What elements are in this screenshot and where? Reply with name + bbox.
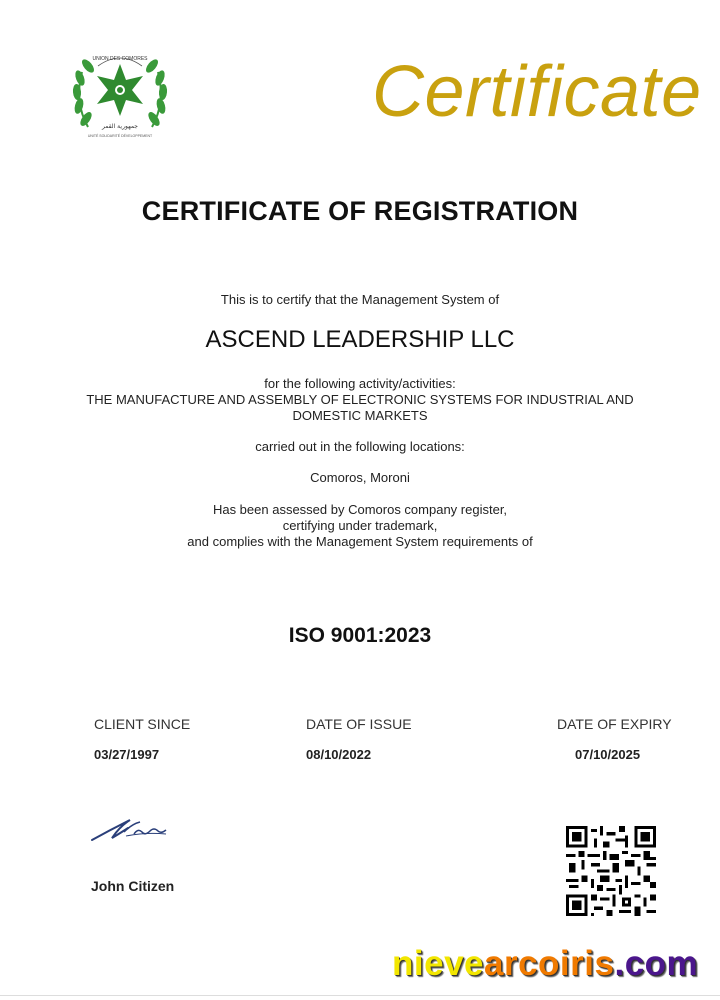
activity-label: for the following activity/activities: bbox=[264, 376, 456, 391]
divider bbox=[0, 995, 720, 996]
activity-line-2: DOMESTIC MARKETS bbox=[292, 408, 428, 423]
location-value: Comoros, Moroni bbox=[310, 470, 410, 485]
watermark-logo bbox=[392, 944, 698, 984]
signature-icon bbox=[90, 812, 180, 846]
svg-text:جمهورية القمر: جمهورية القمر bbox=[101, 123, 139, 130]
date-of-expiry-label: DATE OF EXPIRY bbox=[557, 716, 672, 732]
union-des-comores-emblem-icon bbox=[68, 42, 172, 142]
page-title: CERTIFICATE OF REGISTRATION bbox=[141, 196, 579, 226]
assessed-line-1: Has been assessed by Comoros company register, bbox=[212, 502, 508, 517]
intro-text: This is to certify that the Management System of bbox=[220, 292, 500, 307]
activity-line-1: THE MANUFACTURE AND ASSEMBLY OF ELECTRONIC SYSTEMS FOR INDUSTRIAL AND bbox=[86, 392, 634, 407]
watermark-part-arcoiris: arcoiris bbox=[484, 944, 615, 983]
company-name: ASCEND LEADERSHIP LLC bbox=[205, 326, 515, 353]
client-since-value: 03/27/1997 bbox=[94, 747, 160, 762]
svg-text:UNITÉ SOLIDARITÉ DÉVELOPPEMENT: UNITÉ SOLIDARITÉ DÉVELOPPEMENT bbox=[87, 134, 153, 138]
iso-standard: ISO 9001:2023 bbox=[288, 624, 432, 647]
locations-label: carried out in the following locations: bbox=[255, 439, 465, 454]
certificate-heading: Certificate bbox=[372, 52, 702, 132]
svg-text:UNION DES COMORES: UNION DES COMORES bbox=[92, 56, 148, 62]
signer-name: John Citizen bbox=[91, 878, 175, 894]
qr-code-icon[interactable] bbox=[566, 826, 656, 916]
date-of-issue-label: DATE OF ISSUE bbox=[306, 716, 412, 732]
client-since-label: CLIENT SINCE bbox=[94, 716, 191, 732]
assessed-line-3: and complies with the Management System requirements of bbox=[187, 534, 533, 549]
watermark-part-nieve: nieve bbox=[392, 944, 484, 983]
date-of-expiry-value: 07/10/2025 bbox=[575, 747, 641, 762]
date-of-issue-value: 08/10/2022 bbox=[306, 747, 372, 762]
watermark-part-com: .com bbox=[614, 944, 699, 983]
assessed-line-2: certifying under trademark, bbox=[282, 518, 438, 533]
